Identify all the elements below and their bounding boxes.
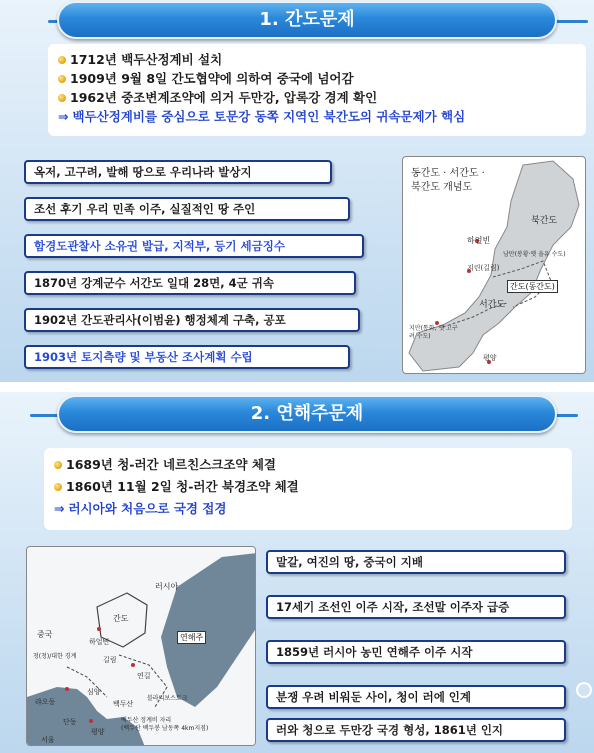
map-label: 청(청)/대한 경계 bbox=[33, 653, 77, 660]
bullet-dot-icon bbox=[58, 75, 66, 83]
fact-box: 함경도관찰사 소유권 발급, 지적부, 등기 세금징수 bbox=[24, 234, 364, 258]
fact-box: 옥저, 고구려, 발해 땅으로 우리나라 발상지 bbox=[24, 160, 332, 184]
map-label: 백두산 bbox=[113, 700, 134, 708]
map-label: 백두산 정계비 자리 (백두산 백두봉 남동쪽 4km지점) bbox=[121, 717, 209, 732]
section-title: 2. 연해주문제 bbox=[57, 395, 557, 433]
fact-box: 러와 청으로 두만강 국경 형성, 1861년 인지 bbox=[266, 718, 566, 742]
fact-box: 17세기 조선인 이주 시작, 조선말 이주자 급증 bbox=[266, 595, 566, 619]
map-label: 하얼빈 bbox=[89, 638, 110, 646]
map-label: 러시아 bbox=[155, 582, 179, 591]
yeonhaeju-map bbox=[26, 546, 256, 746]
summary-box bbox=[44, 448, 572, 530]
map-label: 연길 bbox=[137, 672, 151, 680]
fact-box: 말갈, 여진의 땅, 중국이 지배 bbox=[266, 550, 566, 574]
bullet-item: 1962년 중조변계조약에 의거 두만강, 압록강 경계 확인 bbox=[58, 88, 576, 107]
map-label: 중국 bbox=[37, 630, 53, 639]
section-title: 1. 간도문제 bbox=[57, 1, 557, 39]
map-label: 하얼빈 bbox=[467, 236, 491, 245]
bullet-item: 1860년 11월 2일 청-러간 북경조약 체결 bbox=[54, 476, 562, 498]
bullet-dot-icon bbox=[58, 94, 66, 102]
map-label: 북간도 bbox=[531, 216, 558, 226]
fact-box: 1870년 강계군수 서간도 일대 28면, 4군 귀속 bbox=[24, 271, 356, 295]
bullet-dot-icon bbox=[54, 483, 62, 491]
map-label: 길림 bbox=[103, 656, 117, 664]
map-label: 랴오둥 bbox=[35, 698, 56, 706]
map-title: 동간도 · 서간도 · 북간도 개념도 bbox=[411, 168, 485, 193]
map-label: 남만(봉황·옛 을유 수도) bbox=[503, 251, 566, 258]
bullet-item: 1689년 청-러간 네르친스크조약 체결 bbox=[54, 454, 562, 476]
map-label: 심양 bbox=[87, 688, 101, 696]
bullet-item: 1909년 9월 8일 간도협약에 의하여 중국에 넘어감 bbox=[58, 69, 576, 88]
title-deco-left bbox=[30, 414, 60, 417]
fact-box: 1859년 러시아 농민 연해주 이주 시작 bbox=[266, 640, 566, 664]
arrow-icon: ⇒ bbox=[58, 109, 69, 124]
arrow-icon: ⇒ bbox=[54, 501, 65, 516]
map-label: 서울 bbox=[41, 736, 55, 744]
map-label: 연해주 bbox=[177, 631, 206, 644]
map-label: 평양 bbox=[91, 728, 105, 736]
map-label: 간도(동간도) bbox=[507, 280, 558, 293]
fact-box: 분쟁 우려 비워둔 사이, 청이 러에 인계 bbox=[266, 685, 566, 709]
map-label: 단둥 bbox=[63, 718, 77, 726]
map-label: 평양 bbox=[483, 354, 497, 362]
bullet-item: 1712년 백두산정계비 설치 bbox=[58, 50, 576, 69]
summary-box bbox=[48, 44, 586, 136]
map-label: 블라디보스토크 bbox=[147, 695, 188, 702]
section-yeonhaeju-panel bbox=[0, 392, 594, 753]
key-point: ⇒ 러시아와 처음으로 국경 접경 bbox=[54, 501, 227, 516]
map-label: 지안(통화, 옛 고구려 수도) bbox=[409, 325, 458, 340]
fact-box: 조선 후기 우리 민족 이주, 실질적인 땅 주인 bbox=[24, 197, 350, 221]
gando-map bbox=[402, 156, 586, 374]
bullet-dot-icon bbox=[54, 461, 62, 469]
fact-box: 1902년 간도관리사(이범윤) 행정체계 구축, 공포 bbox=[24, 308, 360, 332]
fact-box: 1903년 토지측량 및 부동산 조사계획 수립 bbox=[24, 345, 350, 369]
key-point: ⇒ 백두산정계비를 중심으로 토문강 동쪽 지역인 북간도의 귀속문제가 핵심 bbox=[58, 109, 466, 124]
map-label: 서간도 bbox=[479, 300, 506, 310]
bullet-dot-icon bbox=[58, 56, 66, 64]
map-label: 간도 bbox=[113, 614, 129, 623]
map-label: 지린(길림) bbox=[467, 264, 500, 272]
next-slide-chevron-icon[interactable] bbox=[576, 682, 592, 698]
